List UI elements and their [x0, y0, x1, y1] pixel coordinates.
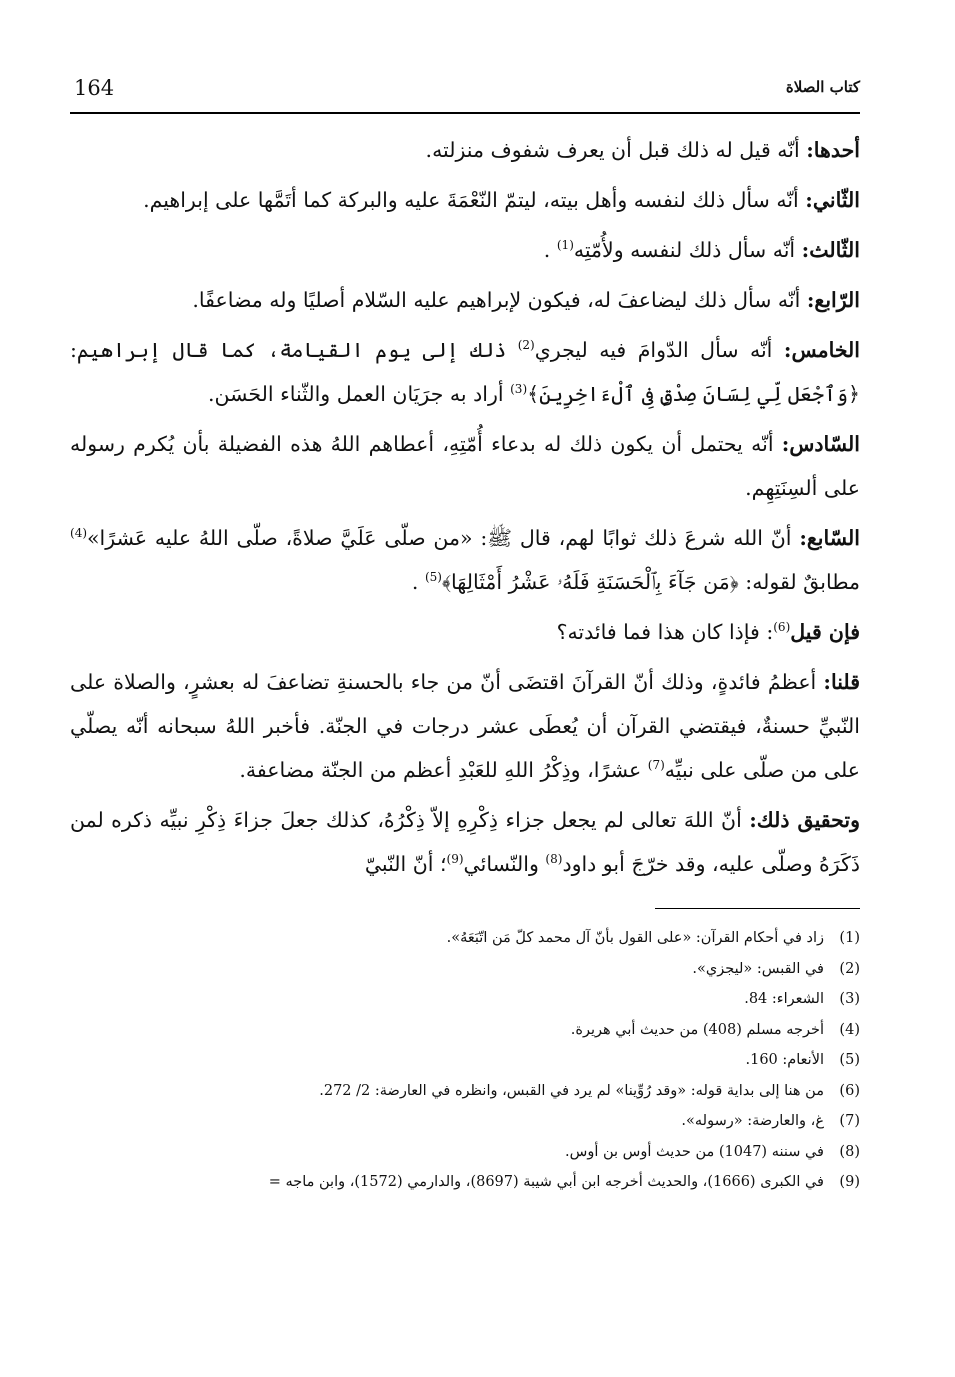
paragraph-text-end: ؛ أنّ النّبيّ [364, 852, 447, 876]
footnotes-list [70, 923, 860, 1198]
footnote-text: الأنعام: 160. [745, 1052, 824, 1068]
footnote-reference: (2) [517, 338, 535, 353]
paragraph-lead: الثّالث: [801, 238, 860, 262]
paragraph-answer [70, 660, 860, 792]
paragraph-text-continued: ذلك إلى يوم القيامة، كما قال إبراهيم: ﴿وَٱجْعَل لِّي لِسَانَ صِدْقٍ فِى ٱلْءَاخِرِينَ﴾ [70, 338, 860, 406]
footnote-number: (4) [839, 1021, 860, 1038]
main-text [70, 128, 860, 886]
paragraph-lead: السّابع: [799, 526, 860, 550]
paragraph-lead: أحدها: [806, 138, 860, 162]
book-page [70, 70, 860, 1198]
footnote-item [70, 1015, 860, 1046]
paragraph-text: أنّه سأل الدّوامَ فيه ليجري [534, 338, 773, 362]
paragraph-lead: الرّابع: [806, 288, 860, 312]
footnote-reference: (1) [556, 238, 574, 253]
footnote-number: (9) [839, 1174, 860, 1190]
paragraph-lead: الثّاني: [805, 188, 860, 212]
footnote-item [70, 1137, 860, 1168]
paragraph-text-continued: . [543, 238, 551, 262]
paragraph-lead: الخامس: [783, 338, 860, 362]
paragraph-text: أنّه سأل ذلك لنفسه وأهل بيته، ليتمّ النّعْمَةَ عليه والبركة كما أتَمَّها على إبراهيم. [143, 188, 799, 212]
footnote-item [70, 923, 860, 954]
footnote-separator [655, 908, 860, 909]
paragraph-text: : فإذا كان هذا فما فائدته؟ [556, 620, 774, 644]
paragraph-text-continued: والنّسائي [463, 852, 539, 876]
footnote-reference: (7) [647, 758, 665, 773]
footnote-reference: (6) [773, 620, 791, 635]
footnote-text: أخرجه مسلم (408) من حديث أبي هريرة. [570, 1021, 824, 1038]
footnote-number: (3) [839, 991, 860, 1007]
footnote-item [70, 1167, 860, 1198]
paragraph-lead: السّادس: [781, 432, 860, 456]
paragraph-text: أنّه سأل ذلك ليضاعفَ له، فيكون لإبراهيم عليه السّلام أصليًا وله مضاعفًا. [192, 288, 801, 312]
footnote-number: (2) [839, 960, 860, 977]
paragraph-third [70, 228, 860, 272]
paragraph-text: أنّه سأل ذلك لنفسه ولأُمّتِه [573, 238, 796, 262]
page-number: 164 [74, 76, 115, 100]
paragraph-text: أعظمُ فائدةٍ، وذلك أنّ القرآنَ اقتضَى أنّ من جاء بالحسنةِ تضاعفَ له بعشرٍ، والصلاة على النّبيِّ حسنةٌ، فيقتضي القرآن أن يُعطَى عشر درجات في الجنّة. فأخبر اللهُ سبحانه أنّه يصلّي على من صلّى على نبيِّه [70, 670, 860, 782]
footnote-text: في سننه (1047) من حديث أوس بن أوس. [565, 1143, 824, 1160]
footnote-reference: (3) [510, 382, 528, 397]
paragraph-text-end: أراد به جرَيَان العمل والثّناء الحَسَن. [207, 382, 504, 406]
paragraph-sixth [70, 422, 860, 510]
footnote-text: من هنا إلى بداية قوله: «وقد رُوِّينا» لم يرد في القبس، وانظره في العارضة: 2/ 272. [319, 1082, 824, 1099]
footnote-text: غ، والعارضة: «رسوله». [681, 1113, 824, 1129]
paragraph-verification [70, 798, 860, 886]
paragraph-lead: وتحقيق ذلك: [749, 808, 860, 832]
paragraph-second [70, 178, 860, 222]
paragraph-text-continued: عشرًا، وذِكْرُ اللهِ للعَبْدِ أعظم من الجنّة مضاعفة. [239, 758, 642, 782]
paragraph-text-continued: مطابقٌ لقوله: ﴿مَن جَآءَ بِٱلْحَسَنَةِ فَلَهُۥ عَشْرُ أَمْثَالِهَا﴾ [441, 570, 860, 594]
paragraph-fifth [70, 328, 860, 416]
footnote-text: زاد في أحكام القرآن: «على القول بأنّ آل محمد كلّ مَن اتّبَعَهُ». [446, 930, 824, 946]
paragraph-fourth [70, 278, 860, 322]
footnote-number: (6) [839, 1082, 860, 1099]
footnote-number: (1) [839, 930, 860, 946]
footnote-number: (8) [839, 1143, 860, 1160]
paragraph-text: أنّه يحتمل أن يكون ذلك له بدعاء أُمّتِهِ، أعطاهم اللهُ هذه الفضيلة بأن يُكرم رسوله على ألسِنَتِهِم. [70, 432, 860, 500]
paragraph-text: أنّ اللهَ تعالى لم يجعل جزاء ذِكْرِهِ إلاّ ذِكْرُهُ، كذلك جعلَ جزاءَ ذِكْرِ نبيِّه ذكره لمن ذَكَرَهُ وصلّى عليه، وقد خرّجَ أبو داود [70, 808, 860, 876]
footnote-number: (7) [839, 1113, 860, 1129]
paragraph-seventh [70, 516, 860, 604]
footnote-item [70, 1106, 860, 1137]
paragraph-text-end: . [411, 570, 419, 594]
footnote-item [70, 1045, 860, 1076]
footnote-item [70, 954, 860, 985]
paragraph-first [70, 128, 860, 172]
paragraph-text: أنّه قيل له ذلك قبل أن يعرف شفوف منزلته. [425, 138, 800, 162]
page-header [70, 70, 860, 114]
paragraph-lead: قلنا: [823, 670, 860, 694]
paragraph-text: أنّ الله شرعَ ذلك ثوابًا لهم، قال ﷺ: «من صلّى عَلَيَّ صلاةً، صلّى اللهُ عليه عَشرًا» [87, 526, 792, 550]
footnote-text: الشعراء: 84. [744, 991, 824, 1007]
footnote-reference: (4) [70, 526, 88, 541]
paragraph-question [70, 610, 860, 654]
footnote-reference: (5) [424, 570, 442, 585]
paragraph-lead: فإن قيل [790, 620, 860, 644]
footnote-item [70, 984, 860, 1015]
running-title: كتاب الصلاة [785, 78, 860, 96]
footnote-text: في الكبرى (1666)، والحديث أخرجه ابن أبي شيبة (8697)، والدارمي (1572)، وابن ماجه = [268, 1174, 824, 1190]
footnote-text: في القبس: «ليجزي». [692, 960, 824, 977]
footnote-reference: (8) [545, 852, 563, 867]
footnote-number: (5) [839, 1052, 860, 1068]
footnote-reference: (9) [446, 852, 464, 867]
footnote-item [70, 1076, 860, 1107]
